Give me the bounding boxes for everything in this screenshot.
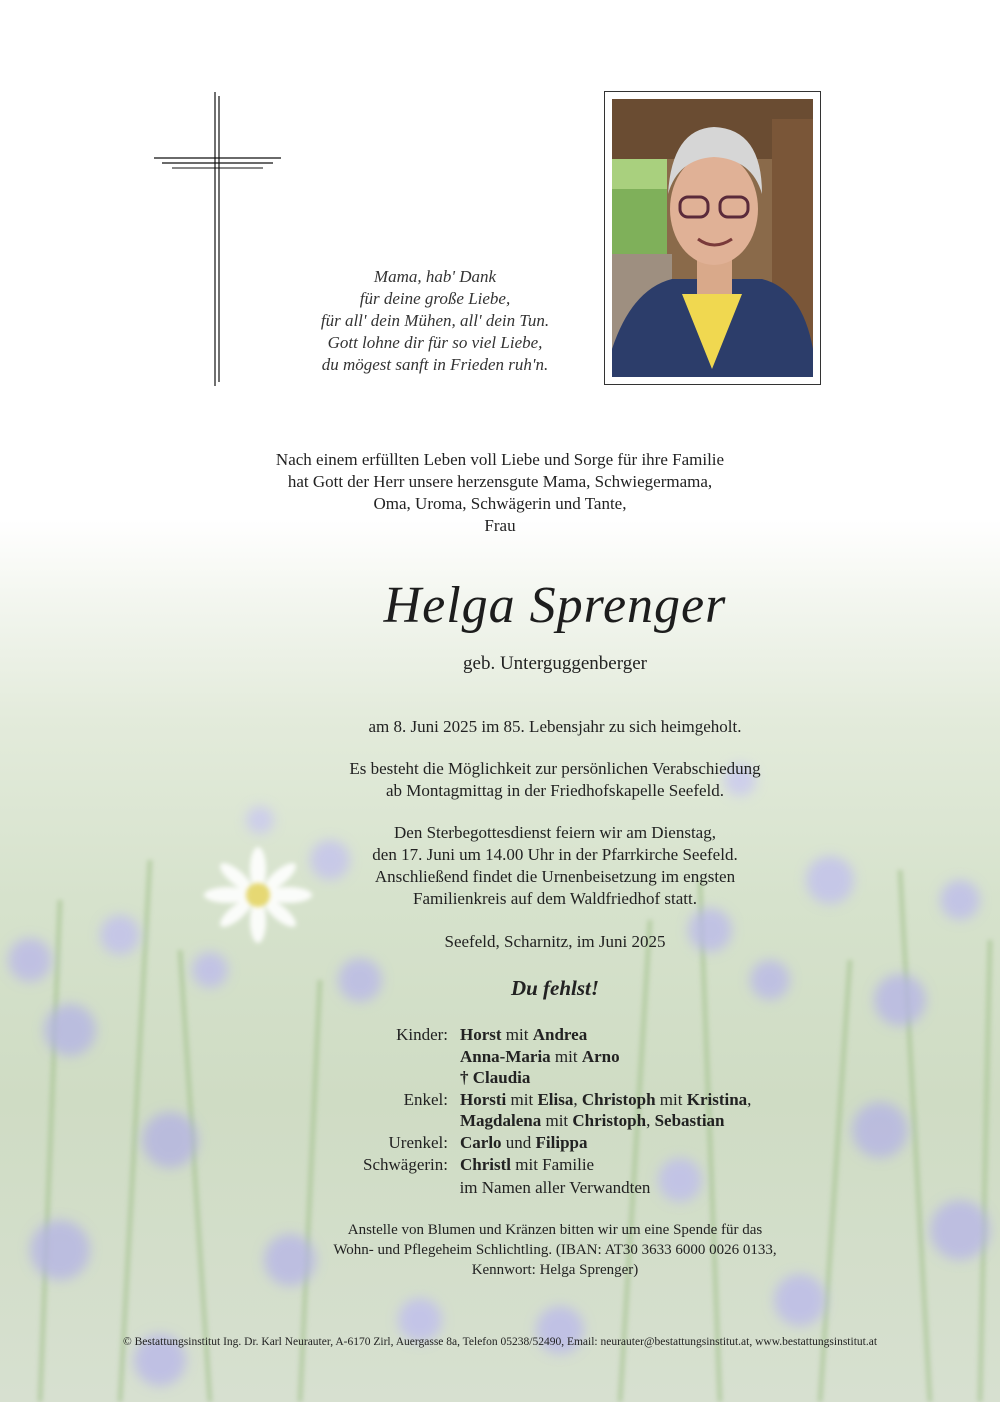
family-member: Kristina: [686, 1089, 748, 1109]
family-conjunction: und: [505, 1132, 532, 1152]
family-member: Anna-Maria: [460, 1046, 551, 1066]
intro-line: Frau: [484, 516, 516, 535]
donation-line: Anstelle von Blumen und Kränzen bitten wir um eine Spende für das: [347, 1222, 763, 1238]
family-label: Urenkel:: [388, 1132, 448, 1152]
farewell-line: ab Montagmittag in der Friedhofskapelle Seefeld.: [385, 781, 725, 800]
family-row: [340, 1024, 860, 1046]
family-label: Schwägerin:: [363, 1154, 448, 1174]
family-member: Filippa: [535, 1132, 588, 1152]
family-conjunction: mit: [545, 1111, 569, 1131]
family-member: Horsti: [460, 1089, 507, 1109]
family-member: † Claudia: [460, 1068, 531, 1088]
family-member: Elisa: [537, 1089, 574, 1109]
donation-line: Kennwort: Helga Sprenger): [471, 1262, 639, 1278]
poem: [270, 266, 600, 376]
intro-text: [250, 449, 750, 537]
family-row: [340, 1046, 860, 1068]
service-line: Familienkreis auf dem Waldfriedhof statt.: [413, 889, 697, 908]
family-member: Christoph: [581, 1089, 656, 1109]
death-line: am 8. Juni 2025 im 85. Lebensjahr zu sich heimgeholt.: [368, 717, 742, 736]
family-note: mit Familie: [515, 1154, 595, 1174]
family-member: Magdalena: [460, 1111, 542, 1131]
family-label: Kinder:: [396, 1025, 448, 1044]
poem-line: für all' dein Mühen, all' dein Tun.: [320, 311, 550, 330]
family-conjunction: mit: [659, 1089, 683, 1109]
family-conjunction: mit: [505, 1025, 529, 1044]
deceased-name: Helga Sprenger: [383, 577, 727, 634]
family-row: Magdalena mit Christoph, Sebastian: [460, 1111, 725, 1131]
family-member: Christl: [460, 1154, 511, 1174]
family-label: Enkel:: [403, 1089, 448, 1109]
poem-line: Mama, hab' Dank: [373, 267, 497, 286]
service-line: Anschließend findet die Urnenbeisetzung im engsten: [374, 867, 736, 886]
family-member: Sebastian: [654, 1111, 725, 1131]
farewell-line: Es besteht die Möglichkeit zur persönlichen Verabschiedung: [349, 759, 761, 778]
donation-line: Wohn- und Pflegeheim Schlichtling. (IBAN: AT30 3633 6000 0026 0133,: [333, 1242, 777, 1258]
portrait-photo: [612, 99, 813, 377]
service-line: Den Sterbegottesdienst feiern wir am Dienstag,: [394, 823, 716, 842]
family-closing: im Namen aller Verwandten: [459, 1178, 651, 1197]
family-member: Carlo: [460, 1132, 502, 1152]
intro-line: Oma, Uroma, Schwägerin und Tante,: [373, 494, 627, 513]
family-row: [340, 1067, 860, 1089]
service-line: den 17. Juni um 14.00 Uhr in der Pfarrkirche Seefeld.: [372, 845, 738, 864]
family-conjunction: mit: [510, 1089, 534, 1109]
family-conjunction: mit: [554, 1046, 578, 1066]
family-member: Andrea: [532, 1025, 588, 1044]
donation-request: [250, 1220, 860, 1280]
family-member: Arno: [581, 1046, 620, 1066]
family-member: Horst: [460, 1025, 502, 1044]
poem-line: für deine große Liebe,: [359, 289, 511, 308]
footer-imprint: © Bestattungsinstitut Ing. Dr. Karl Neurauter, A-6170 Zirl, Auergasse 8a, Telefon 05238/52490, Email: neurauter@bestattungsinstitut.at, www.bestattungsinstitut.at: [122, 1336, 878, 1348]
place-date: [250, 931, 860, 953]
intro-line: Nach einem erfüllten Leben voll Liebe und Sorge für ihre Familie: [275, 450, 725, 469]
family-row: Enkel: Horsti mit Elisa, Christoph mit Kristina,: [340, 1089, 860, 1111]
service-info: [250, 822, 860, 910]
death-notice: [250, 716, 860, 738]
place-date-line: Seefeld, Scharnitz, im Juni 2025: [444, 932, 666, 951]
cross-icon: [150, 90, 285, 390]
intro-line: hat Gott der Herr unsere herzensgute Mama, Schwiegermama,: [287, 472, 713, 491]
poem-line: Gott lohne dir für so viel Liebe,: [327, 333, 543, 352]
maiden-name: geb. Unterguggenberger: [463, 653, 647, 674]
missing-you-text: Du fehlst!: [510, 976, 600, 1000]
family-row: [340, 1154, 860, 1176]
portrait-photo-frame: [604, 91, 821, 385]
family-row: [340, 1132, 860, 1154]
farewell-info: [250, 758, 860, 802]
family-member: Christoph: [572, 1111, 647, 1131]
poem-line: du mögest sanft in Frieden ruh'n.: [321, 355, 549, 374]
family-list: [340, 1024, 860, 1175]
